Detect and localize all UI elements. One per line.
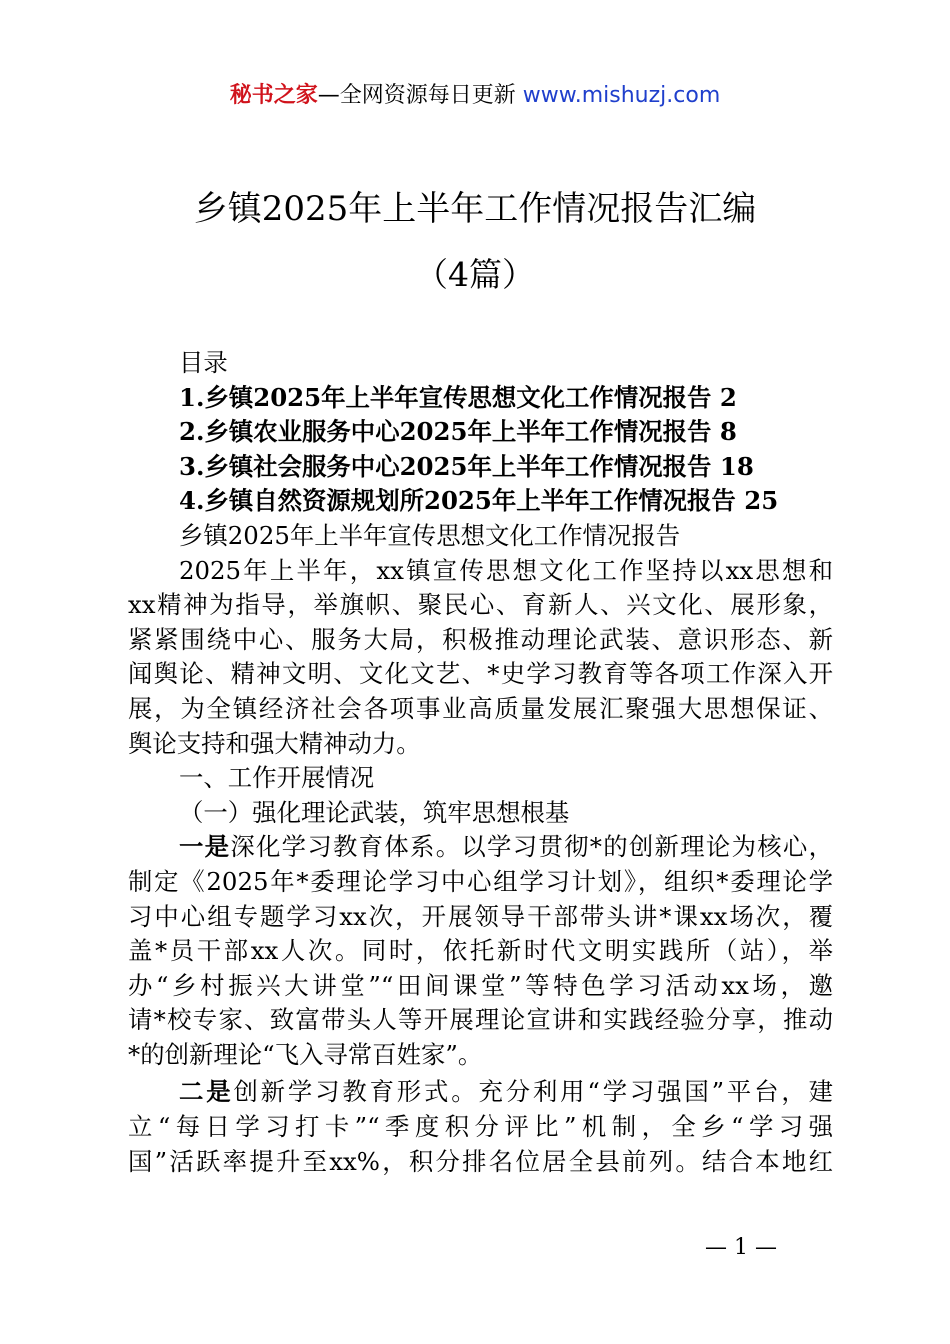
- paragraph-line: 国”活跃率提升至xx%，积分排名位居全县前列。结合本地红: [128, 1146, 833, 1176]
- toc-item-3[interactable]: 3.乡镇社会服务中心2025年上半年工作情况报告 18: [179, 451, 754, 481]
- lead-label: 二是: [179, 1077, 234, 1107]
- paragraph-line: 盖*员干部xx人次。同时，依托新时代文明实践所（站），举: [128, 936, 833, 966]
- site-url-link[interactable]: www.mishuzj.com: [522, 83, 721, 108]
- article-title: 乡镇2025年上半年宣传思想文化工作情况报告: [179, 520, 681, 550]
- document-subtitle: （4篇）: [415, 255, 535, 294]
- paragraph-line: 立“每日学习打卡”“季度积分评比”机制，全乡“学习强: [128, 1112, 833, 1142]
- paragraph-line: 请*校专家、致富带头人等开展理论宣讲和实践经验分享，推动: [128, 1005, 833, 1035]
- paragraph-line: 办“乡村振兴大讲堂”“田间课堂”等特色学习活动xx场，邀: [128, 970, 833, 1000]
- toc-heading: 目录: [179, 348, 228, 377]
- document-title: 乡镇2025年上半年工作情况报告汇编: [193, 189, 757, 229]
- paragraph-line: 一是深化学习教育体系。以学习贯彻*的创新理论为核心，: [179, 832, 833, 862]
- brand-name: 秘书之家: [229, 83, 318, 108]
- document-body: [128, 346, 833, 1179]
- paragraph-line: *的创新理论“飞入寻常百姓家”。: [128, 1039, 483, 1069]
- page-number: — 1 —: [705, 1235, 777, 1260]
- site-banner: [0, 80, 950, 112]
- paragraph-line: 闻舆论、精神文明、文化文艺、*史学习教育等各项工作深入开: [128, 659, 833, 689]
- paragraph-line: 紧紧围绕中心、服务大局，积极推动理论武装、意识形态、新: [128, 624, 833, 654]
- toc-item-4[interactable]: 4.乡镇自然资源规划所2025年上半年工作情况报告 25: [179, 486, 779, 516]
- paragraph-line: 习中心组专题学习xx次，开展领导干部带头讲*课xx场次，覆: [128, 901, 833, 931]
- paragraph-line: 展，为全镇经济社会各项事业高质量发展汇聚强大思想保证、: [128, 693, 833, 723]
- section-heading: 一、工作开展情况: [179, 763, 375, 793]
- paragraph-line: xx精神为指导，举旗帜、聚民心、育新人、兴文化、展形象，: [128, 590, 833, 620]
- toc-item-2[interactable]: 2.乡镇农业服务中心2025年上半年工作情况报告 8: [179, 417, 737, 447]
- paragraph-line: 2025年上半年，xx镇宣传思想文化工作坚持以xx思想和: [179, 555, 833, 585]
- paragraph-line: 制定《2025年*委理论学习中心组学习计划》，组织*委理论学: [128, 866, 833, 896]
- paragraph-line: 舆论支持和强大精神动力。: [128, 728, 421, 758]
- lead-label: 一是: [179, 832, 231, 862]
- subsection-heading: （一）强化理论武装，筑牢思想根基: [179, 797, 570, 827]
- paragraph-line: 二是创新学习教育形式。充分利用“学习强国”平台，建: [179, 1077, 833, 1107]
- banner-tagline: —全网资源每日更新: [317, 83, 523, 108]
- toc-item-1[interactable]: 1.乡镇2025年上半年宣传思想文化工作情况报告 2: [179, 382, 737, 412]
